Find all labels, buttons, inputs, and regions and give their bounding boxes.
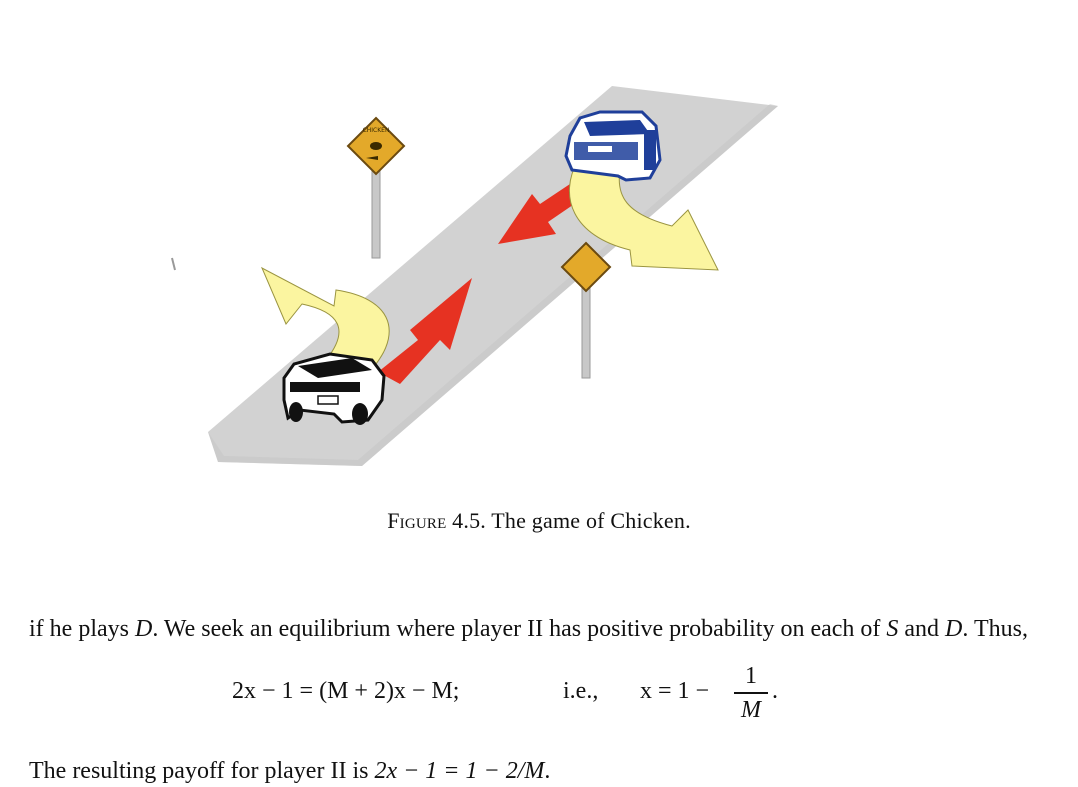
- fraction-denominator: M: [741, 696, 761, 723]
- sign-chicken-text: CHICKEN: [362, 127, 390, 134]
- caption-number: 4.5.: [452, 508, 486, 533]
- text-span: The resulting payoff for player II is: [29, 758, 375, 784]
- equation-ie: i.e.,: [563, 678, 599, 704]
- text-span: and: [898, 616, 946, 642]
- text-span: if he plays: [29, 616, 135, 642]
- math-var: D: [134, 616, 153, 642]
- equation-left-side: 2x − 1 = (M + 2)x − M;: [232, 678, 460, 704]
- fraction: [734, 662, 768, 724]
- stray-mark: [172, 258, 175, 270]
- blue-car: [566, 112, 660, 180]
- text-span: . Thus,: [962, 616, 1028, 642]
- white-car: [284, 354, 384, 425]
- figure-caption: [0, 508, 1078, 534]
- paragraph-payoff: [29, 755, 1049, 787]
- display-equation: [0, 662, 1078, 726]
- paragraph-equilibrium: [29, 613, 1049, 645]
- caption-label: Figure: [387, 508, 447, 533]
- math-var: S: [886, 616, 899, 642]
- equation-period: .: [772, 678, 778, 704]
- inline-math: 2x − 1 = 1 − 2/M: [374, 758, 545, 784]
- fraction-numerator: 1: [745, 663, 757, 689]
- equation-right-side: x = 1 −: [640, 678, 710, 704]
- right-sign-post: [582, 284, 590, 378]
- text-span: . We seek an equilibrium where player II has positive probability on each of: [152, 616, 887, 642]
- math-var: D: [945, 616, 963, 642]
- fraction-bar: [734, 692, 768, 694]
- chicken-crossing-sign: [348, 118, 404, 174]
- text-span: .: [544, 758, 551, 784]
- caption-text: The game of Chicken.: [491, 508, 691, 533]
